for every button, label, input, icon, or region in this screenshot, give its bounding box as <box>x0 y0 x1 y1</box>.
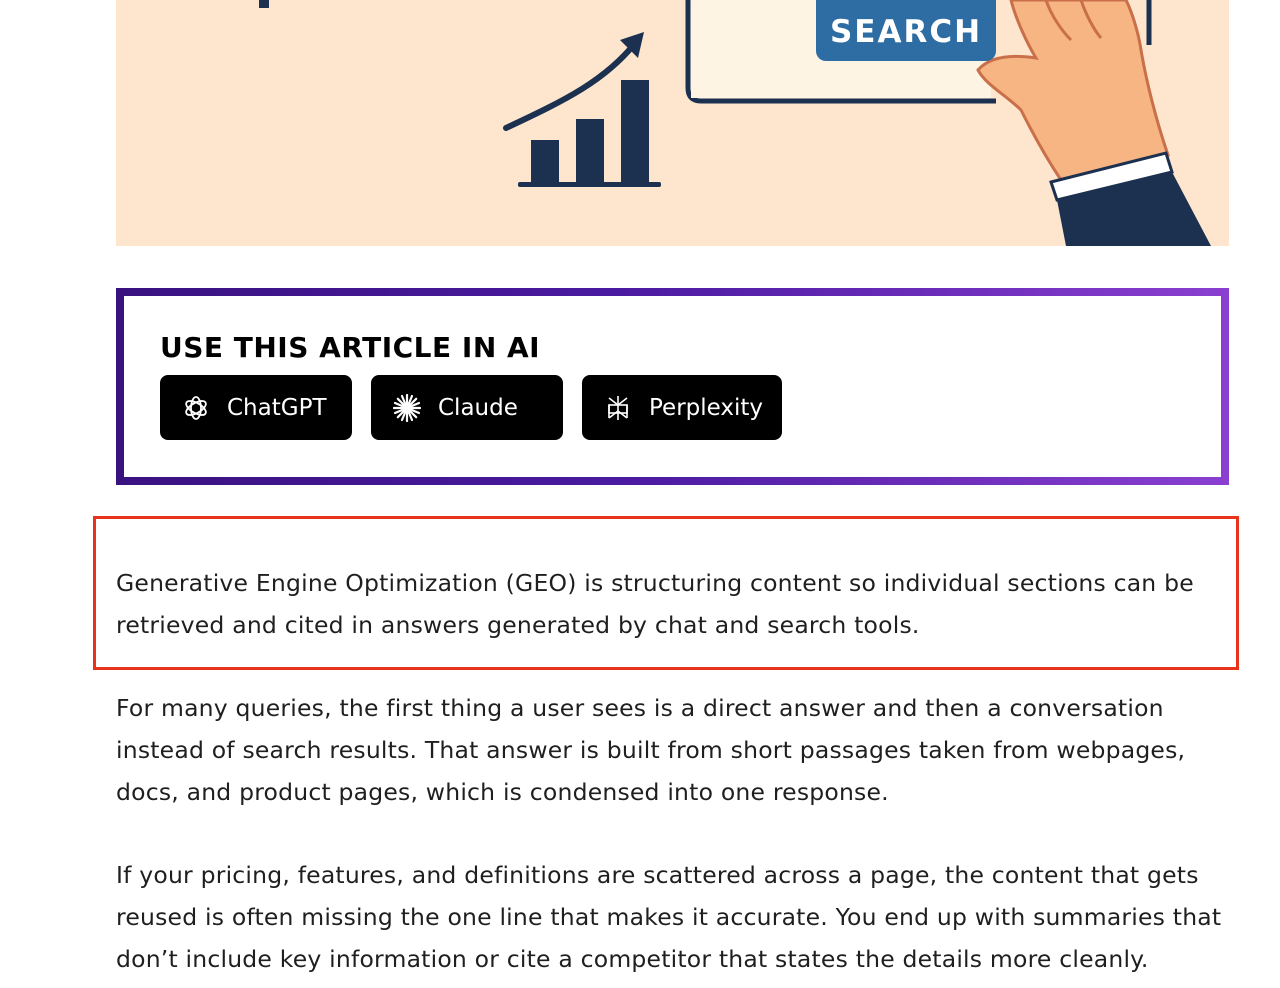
hero-illustration <box>116 0 1229 246</box>
search-button-illustration <box>816 0 996 61</box>
use-in-ai-title: USE THIS ARTICLE IN AI <box>160 331 541 364</box>
pointing-hand-icon <box>978 0 1211 246</box>
bar-chart-growth-icon <box>506 32 661 187</box>
use-in-ai-panel-inner <box>124 296 1221 477</box>
chatgpt-button-label: ChatGPT <box>227 394 327 421</box>
claude-icon <box>393 394 421 422</box>
chatgpt-icon <box>182 394 210 422</box>
perplexity-icon <box>604 394 632 422</box>
search-button-label: SEARCH <box>829 13 983 50</box>
ai-button-group <box>160 375 1221 440</box>
hero-artwork <box>116 0 1229 246</box>
claude-button-label: Claude <box>438 394 518 421</box>
partial-glyph <box>259 0 269 8</box>
article-paragraph: If your pricing, features, and definitions are scattered across a page, the content that gets reused is often missing the one line that makes it accurate. You end up with summaries that don’t include key information or cite a competitor that states the details more cleanly. <box>116 861 1222 973</box>
claude-button[interactable] <box>371 375 563 440</box>
perplexity-button-label: Perplexity <box>649 394 764 421</box>
article-paragraph: For many queries, the first thing a user sees is a direct answer and then a conversation instead of search results. That answer is built from short passages taken from webpages, docs, and product pages, which is condensed into one response. <box>116 694 1186 806</box>
chatgpt-button[interactable] <box>160 375 352 440</box>
geo-definition-paragraph: Generative Engine Optimization (GEO) is structuring content so individual sections can be retrieved and cited in answers generated by chat and search tools. <box>116 569 1194 639</box>
perplexity-button[interactable] <box>582 375 782 440</box>
use-in-ai-panel <box>116 288 1229 485</box>
